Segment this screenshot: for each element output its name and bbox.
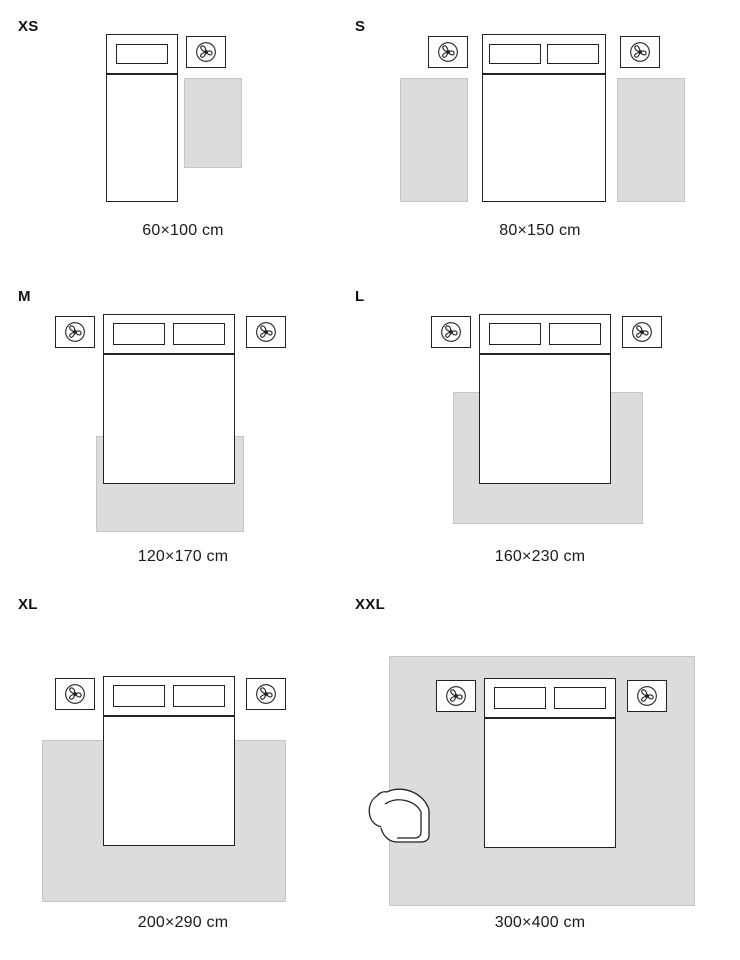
bed-pillow-m-left	[113, 323, 165, 345]
nightstand-m-left	[55, 316, 95, 348]
bed-pillow-xl-left	[113, 685, 165, 707]
scene-l	[355, 280, 725, 542]
lamp-icon	[64, 321, 86, 343]
lamp-icon	[64, 683, 86, 705]
bed-mattress-l	[479, 354, 611, 484]
bed-mattress-xxl	[484, 718, 616, 848]
dims-label-m: 120×170 cm	[137, 548, 229, 565]
bed-pillow-xl-right	[173, 685, 225, 707]
size-label-xl: XL	[18, 596, 38, 613]
lamp-icon	[445, 685, 467, 707]
scene-xs	[18, 10, 348, 210]
size-label-m: M	[18, 288, 31, 305]
bed-mattress-m	[103, 354, 235, 484]
bed-mattress-xs	[106, 74, 178, 202]
lamp-icon	[629, 41, 651, 63]
scene-m	[18, 280, 348, 542]
size-cell-xl	[18, 588, 348, 958]
bed-pillow-l-right	[549, 323, 601, 345]
bed-pillow-xs	[116, 44, 168, 64]
nightstand-xxl-right	[627, 680, 667, 712]
chair-icon	[363, 766, 449, 856]
scene-xl	[18, 588, 348, 908]
nightstand-xl-right	[246, 678, 286, 710]
bed-pillow-l-left	[489, 323, 541, 345]
nightstand-l-left	[431, 316, 471, 348]
scene-s	[355, 10, 725, 210]
nightstand-xl-left	[55, 678, 95, 710]
size-label-l: L	[355, 288, 365, 305]
size-cell-xxl	[355, 588, 725, 958]
bed-mattress-xl	[103, 716, 235, 846]
size-label-xxl: XXL	[355, 596, 386, 613]
nightstand-l-right	[622, 316, 662, 348]
size-label-xs: XS	[18, 18, 39, 35]
lamp-icon	[195, 41, 217, 63]
lamp-icon	[631, 321, 653, 343]
rug-shape-xs	[184, 78, 242, 168]
nightstand-xs	[186, 36, 226, 68]
scene-xxl	[355, 588, 725, 908]
rug-shape-s-left	[400, 78, 468, 202]
bed-pillow-xxl-left	[494, 687, 546, 709]
nightstand-m-right	[246, 316, 286, 348]
dims-label-xxl: 300×400 cm	[494, 914, 586, 931]
nightstand-s-right	[620, 36, 660, 68]
lamp-icon	[636, 685, 658, 707]
dims-label-s: 80×150 cm	[499, 222, 581, 239]
size-cell-m	[18, 280, 348, 580]
nightstand-s-left	[428, 36, 468, 68]
dims-label-l: 160×230 cm	[494, 548, 586, 565]
bed-pillow-s-right	[547, 44, 599, 64]
size-cell-xs	[18, 10, 348, 260]
size-cell-s	[355, 10, 725, 260]
size-label-s: S	[355, 18, 366, 35]
nightstand-xxl-left	[436, 680, 476, 712]
bed-mattress-s	[482, 74, 606, 202]
lamp-icon	[255, 321, 277, 343]
dims-label-xl: 200×290 cm	[137, 914, 229, 931]
lamp-icon	[440, 321, 462, 343]
bed-pillow-s-left	[489, 44, 541, 64]
bed-pillow-xxl-right	[554, 687, 606, 709]
lamp-icon	[255, 683, 277, 705]
size-cell-l	[355, 280, 725, 580]
lamp-icon	[437, 41, 459, 63]
bed-pillow-m-right	[173, 323, 225, 345]
rug-shape-s-right	[617, 78, 685, 202]
dims-label-xs: 60×100 cm	[142, 222, 224, 239]
